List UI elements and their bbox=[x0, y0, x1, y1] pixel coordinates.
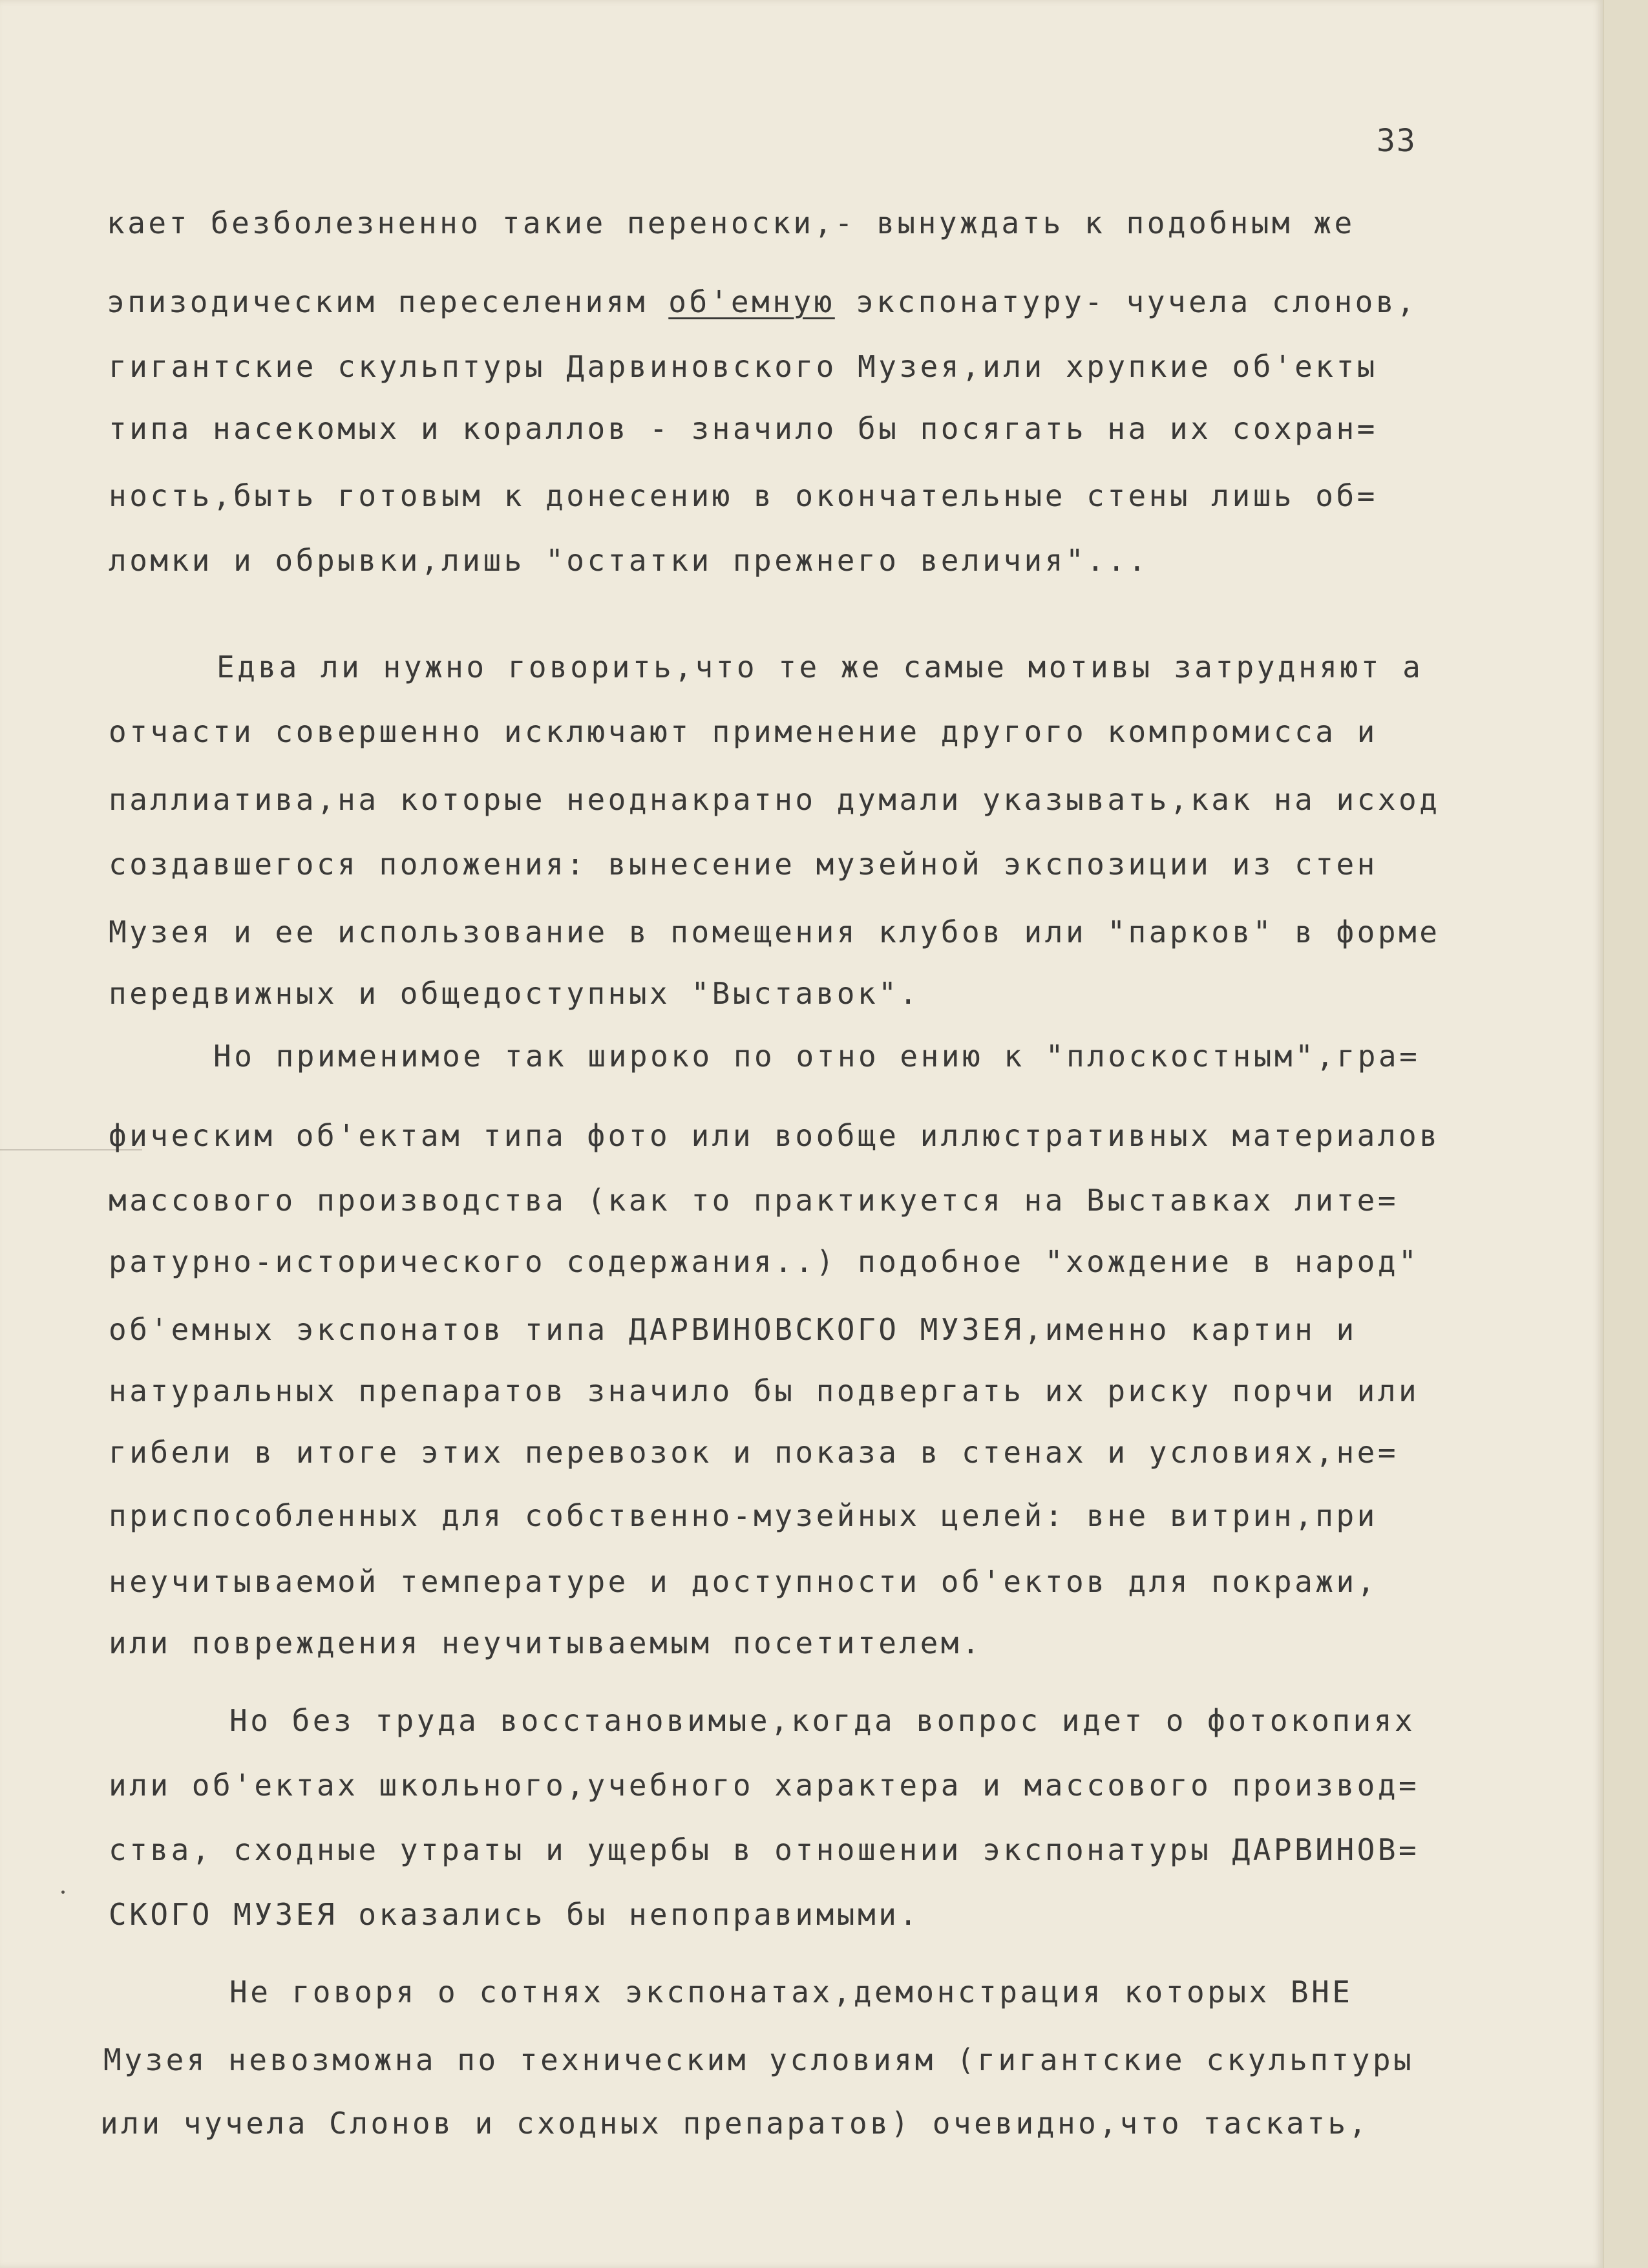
text-line bbox=[109, 1435, 1399, 1470]
text-line bbox=[109, 1832, 1419, 1867]
text-line bbox=[109, 1498, 1378, 1533]
underlined-word: об'емную bbox=[668, 284, 835, 319]
line-text: Едва ли нужно говорить,что те же самые мотивы затрудняют а bbox=[217, 650, 1424, 684]
line-text: ратурно-исторического содержания..) подобное "хождение в народ" bbox=[109, 1244, 1420, 1279]
text-line bbox=[109, 1626, 982, 1660]
line-text: фическим об'ектам типа фото или вообще иллюстративных материалов bbox=[109, 1118, 1441, 1153]
line-text: гибели в итоге этих перевозок и показа в стенах и условиях,не= bbox=[109, 1435, 1399, 1470]
line-text: или об'ектах школьного,учебного характера и массового производ= bbox=[109, 1768, 1420, 1803]
line-text: или чучела Слонов и сходных препаратов) очевидно,что таскать, bbox=[100, 2106, 1369, 2141]
text-line bbox=[103, 2042, 1414, 2077]
line-text: массового производства (как то практикуется на Выставках лите= bbox=[109, 1183, 1399, 1218]
text-line bbox=[229, 1975, 1353, 2009]
text-line bbox=[109, 1118, 1440, 1153]
text-line bbox=[109, 1373, 1419, 1408]
text-line bbox=[109, 847, 1378, 882]
line-text: создавшегося положения: вынесение музейной экспозиции из стен bbox=[109, 847, 1378, 882]
text-line bbox=[109, 1312, 1357, 1347]
text-line bbox=[109, 478, 1378, 513]
text-line bbox=[109, 1768, 1419, 1803]
text-line bbox=[100, 2106, 1369, 2141]
text-line bbox=[109, 411, 1378, 446]
line-text: СКОГО МУЗЕЯ оказались бы непоправимыми. bbox=[109, 1897, 920, 1932]
line-text: об'емных экспонатов типа ДАРВИНОВСКОГО МУЗЕЯ,именно картин и bbox=[109, 1312, 1357, 1347]
line-text: ломки и обрывки,лишь "остатки прежнего величия"... bbox=[109, 543, 1149, 578]
line-text: Музея и ее использование в помещения клубов или "парков" в форме bbox=[109, 915, 1441, 949]
text-line bbox=[109, 1244, 1419, 1279]
text-line bbox=[217, 650, 1423, 684]
text-line bbox=[109, 976, 920, 1011]
line-text: паллиатива,на которые неоднакратно думали указывать,как на исход bbox=[109, 782, 1441, 817]
line-text-tail: экспонатуру- чучела слонов, bbox=[834, 284, 1418, 319]
text-line bbox=[109, 1897, 920, 1932]
line-text: эпизодическим переселениям bbox=[107, 284, 669, 319]
line-text: Но применимое так широко по отно ению к "плоскостным",гра= bbox=[213, 1039, 1421, 1074]
line-text: приспособленных для собственно-музейных целей: вне витрин,при bbox=[109, 1498, 1378, 1533]
line-text: Музея невозможна по техническим условиям (гигантские скульптуры bbox=[103, 2042, 1415, 2077]
line-text: типа насекомых и кораллов - значило бы посягать на их сохран= bbox=[109, 411, 1378, 446]
page-edge bbox=[1603, 0, 1648, 2268]
text-line bbox=[213, 1039, 1420, 1074]
text-line bbox=[109, 714, 1378, 749]
text-line bbox=[109, 1564, 1378, 1599]
line-text: ность,быть готовым к донесению в окончательные стены лишь об= bbox=[109, 478, 1378, 513]
page-number: 33 bbox=[1377, 123, 1417, 159]
text-line bbox=[229, 1703, 1415, 1738]
line-text: натуральных препаратов значило бы подвергать их риску порчи или bbox=[109, 1373, 1420, 1408]
line-text: или повреждения неучитываемым посетителем. bbox=[109, 1626, 983, 1660]
line-text: передвижных и общедоступных "Выставок". bbox=[109, 976, 920, 1011]
line-text: неучитываемой температуре и доступности об'ектов для покражи, bbox=[109, 1564, 1378, 1599]
text-line bbox=[109, 1183, 1399, 1218]
line-text: Не говоря о сотнях экспонатах,демонстрация которых ВНЕ bbox=[229, 1975, 1353, 2009]
text-line bbox=[109, 782, 1440, 817]
line-text: гигантские скульптуры Дарвиновского Музея,или хрупкие об'екты bbox=[109, 349, 1378, 384]
text-line bbox=[109, 543, 1149, 578]
line-text: Но без труда восстановимые,когда вопрос идет о фотокопиях bbox=[229, 1703, 1416, 1738]
line-text: кает безболезненно такие переноски,- вынуждать к подобным же bbox=[107, 206, 1355, 240]
text-line bbox=[107, 284, 1417, 319]
text-line bbox=[109, 915, 1440, 949]
text-line bbox=[109, 349, 1378, 384]
text-line bbox=[107, 206, 1355, 240]
line-text: ства, сходные утраты и ущербы в отношении экспонатуры ДАРВИНОВ= bbox=[109, 1832, 1420, 1867]
ink-speck bbox=[61, 1891, 65, 1894]
line-text: отчасти совершенно исключают применение другого компромисса и bbox=[109, 714, 1378, 749]
